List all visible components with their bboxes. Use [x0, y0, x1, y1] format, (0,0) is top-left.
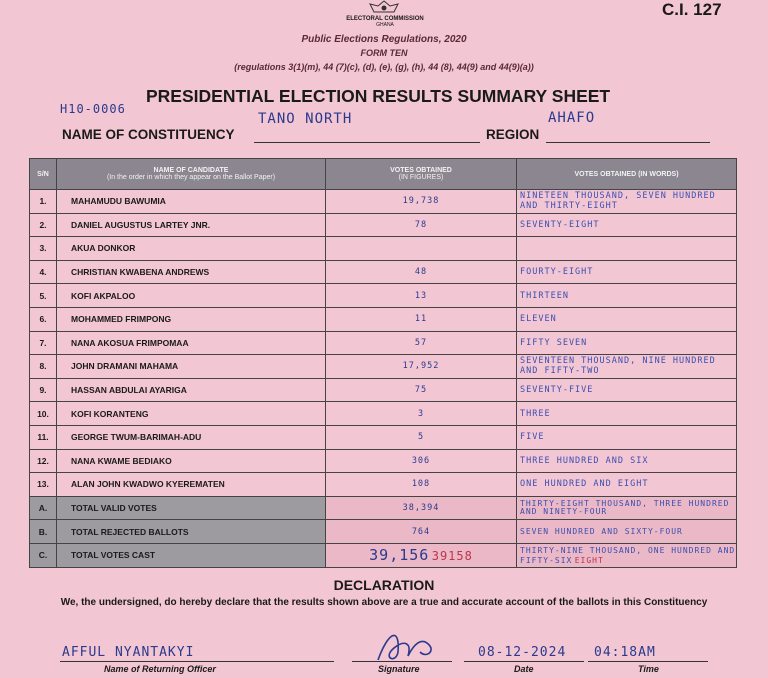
row-sn: 8.: [30, 355, 57, 379]
coat-of-arms-icon: [360, 0, 408, 16]
regulations-reference: (regulations 3(1)(m), 44 (7)(c), (d), (e), (g), (h), 44 (8), 44(9) and 44(9)(a)): [234, 62, 534, 72]
total-label: TOTAL VOTES CAST: [57, 543, 326, 567]
constituency-label: NAME OF CONSTITUENCY: [62, 127, 235, 142]
row-sn: 1.: [30, 190, 57, 214]
votes-figures[interactable]: 75: [326, 378, 517, 402]
total-figures-original: 39,156: [369, 546, 430, 565]
ci-number: C.I. 127: [662, 0, 722, 19]
row-sn: B.: [30, 520, 57, 544]
votes-figures[interactable]: 57: [326, 331, 517, 355]
votes-words[interactable]: SEVENTY-FIVE: [517, 378, 737, 402]
total-row: [30, 543, 737, 567]
table-row: [30, 402, 737, 426]
total-words[interactable]: THIRTY-EIGHT THOUSAND, THREE HUNDRED AND NINETY-FOUR: [517, 496, 737, 520]
row-sn: 2.: [30, 213, 57, 237]
candidate-name: HASSAN ABDULAI AYARIGA: [57, 378, 326, 402]
candidate-name: CHRISTIAN KWABENA ANDREWS: [57, 260, 326, 284]
constituency-line: [254, 142, 480, 143]
total-row: [30, 520, 737, 544]
region-label: REGION: [486, 127, 540, 142]
table-row: [30, 260, 737, 284]
total-figures[interactable]: 764: [326, 520, 517, 544]
region-value[interactable]: AHAFO: [548, 110, 596, 126]
votes-words[interactable]: [517, 237, 737, 261]
header-figures-sub: (IN FIGURES): [398, 174, 444, 181]
commission-name: ELECTORAL COMMISSION: [346, 16, 424, 22]
declaration-text: We, the undersigned, do hereby declare that the results shown above are a true and accurate account of the ballots in this Constituency: [60, 597, 708, 608]
header-words: VOTES OBTAINED (IN WORDS): [517, 159, 737, 190]
header-name-sub: (In the order in which they appear on the Ballot Paper): [106, 174, 276, 181]
date-value[interactable]: 08-12-2024: [478, 645, 567, 660]
header-name-title: NAME OF CANDIDATE: [153, 167, 229, 174]
row-sn: 12.: [30, 449, 57, 473]
form-code: H10-0006: [60, 102, 126, 116]
candidate-name: KOFI AKPALOO: [57, 284, 326, 308]
header-name: [57, 159, 326, 190]
constituency-value[interactable]: TANO NORTH: [258, 111, 353, 127]
row-sn: 13.: [30, 473, 57, 497]
time-label: Time: [638, 664, 659, 674]
votes-figures[interactable]: 13: [326, 284, 517, 308]
votes-words[interactable]: SEVENTY-EIGHT: [517, 213, 737, 237]
votes-words[interactable]: NINETEEN THOUSAND, SEVEN HUNDRED AND THIRTY-EIGHT: [517, 190, 737, 214]
table-row: [30, 355, 737, 379]
total-words-correction: EIGHT: [574, 555, 604, 565]
row-sn: 7.: [30, 331, 57, 355]
row-sn: 5.: [30, 284, 57, 308]
votes-figures[interactable]: 48: [326, 260, 517, 284]
votes-words[interactable]: ELEVEN: [517, 307, 737, 331]
row-sn: 9.: [30, 378, 57, 402]
total-label: TOTAL REJECTED BALLOTS: [57, 520, 326, 544]
total-words[interactable]: [517, 543, 737, 567]
header-figures: [326, 159, 517, 190]
header-sn: S/N: [30, 159, 57, 190]
votes-figures[interactable]: 78: [326, 213, 517, 237]
table-row: [30, 237, 737, 261]
votes-words[interactable]: ONE HUNDRED AND EIGHT: [517, 473, 737, 497]
officer-label: Name of Returning Officer: [104, 664, 216, 674]
votes-words[interactable]: FOURTY-EIGHT: [517, 260, 737, 284]
votes-words[interactable]: SEVENTEEN THOUSAND, NINE HUNDRED AND FIFTY-TWO: [517, 355, 737, 379]
table-row: [30, 425, 737, 449]
candidate-name: DANIEL AUGUSTUS LARTEY JNR.: [57, 213, 326, 237]
header-figures-title: VOTES OBTAINED: [390, 167, 452, 174]
total-figures[interactable]: [326, 543, 517, 567]
votes-figures[interactable]: 306: [326, 449, 517, 473]
row-sn: 4.: [30, 260, 57, 284]
candidate-name: KOFI KORANTENG: [57, 402, 326, 426]
table-row: [30, 190, 737, 214]
row-sn: A.: [30, 496, 57, 520]
date-line: [464, 661, 584, 662]
row-sn: 10.: [30, 402, 57, 426]
row-sn: 3.: [30, 237, 57, 261]
total-figures-correction: 39158: [431, 549, 473, 564]
region-line: [546, 142, 710, 143]
votes-words[interactable]: THIRTEEN: [517, 284, 737, 308]
votes-words[interactable]: FIFTY SEVEN: [517, 331, 737, 355]
candidate-name: NANA KWAME BEDIAKO: [57, 449, 326, 473]
time-line: [588, 661, 708, 662]
votes-words[interactable]: THREE: [517, 402, 737, 426]
votes-figures[interactable]: 108: [326, 473, 517, 497]
votes-words[interactable]: THREE HUNDRED AND SIX: [517, 449, 737, 473]
table-row: [30, 284, 737, 308]
table-row: [30, 331, 737, 355]
date-label: Date: [514, 664, 534, 674]
candidate-name: AKUA DONKOR: [57, 237, 326, 261]
candidate-name: MOHAMMED FRIMPONG: [57, 307, 326, 331]
votes-figures[interactable]: 17,952: [326, 355, 517, 379]
votes-figures[interactable]: 19,738: [326, 190, 517, 214]
returning-officer-name[interactable]: AFFUL NYANTAKYI: [62, 645, 195, 660]
total-row: [30, 496, 737, 520]
candidate-name: ALAN JOHN KWADWO KYEREMATEN: [57, 473, 326, 497]
table-row: [30, 213, 737, 237]
row-sn: 11.: [30, 425, 57, 449]
total-words[interactable]: SEVEN HUNDRED AND SIXTY-FOUR: [517, 520, 737, 544]
table-header-row: [30, 159, 737, 190]
votes-figures[interactable]: 3: [326, 402, 517, 426]
candidate-name: JOHN DRAMANI MAHAMA: [57, 355, 326, 379]
row-sn: 6.: [30, 307, 57, 331]
row-sn: C.: [30, 543, 57, 567]
votes-figures[interactable]: 11: [326, 307, 517, 331]
regulations-title: Public Elections Regulations, 2020: [301, 34, 467, 45]
table-row: [30, 378, 737, 402]
table-row: [30, 307, 737, 331]
total-words-original: THIRTY-NINE THOUSAND, ONE HUNDRED AND FIFTY-SIX: [520, 545, 736, 565]
table-row: [30, 449, 737, 473]
total-label: TOTAL VALID VOTES: [57, 496, 326, 520]
page-title: PRESIDENTIAL ELECTION RESULTS SUMMARY SHEET: [146, 86, 611, 106]
total-figures[interactable]: 38,394: [326, 496, 517, 520]
signature-label: Signature: [378, 664, 420, 674]
results-table: [29, 158, 737, 568]
candidate-name: NANA AKOSUA FRIMPOMAA: [57, 331, 326, 355]
candidate-name: GEORGE TWUM-BARIMAH-ADU: [57, 425, 326, 449]
time-value[interactable]: 04:18AM: [594, 645, 656, 660]
commission-country: GHANA: [376, 22, 394, 28]
form-number: FORM TEN: [360, 48, 408, 58]
votes-figures[interactable]: 5: [326, 425, 517, 449]
table-row: [30, 473, 737, 497]
signature-line: [352, 661, 452, 662]
declaration-heading: DECLARATION: [333, 577, 435, 593]
votes-figures[interactable]: [326, 237, 517, 261]
candidate-name: MAHAMUDU BAWUMIA: [57, 190, 326, 214]
officer-line: [60, 661, 334, 662]
votes-words[interactable]: FIVE: [517, 425, 737, 449]
